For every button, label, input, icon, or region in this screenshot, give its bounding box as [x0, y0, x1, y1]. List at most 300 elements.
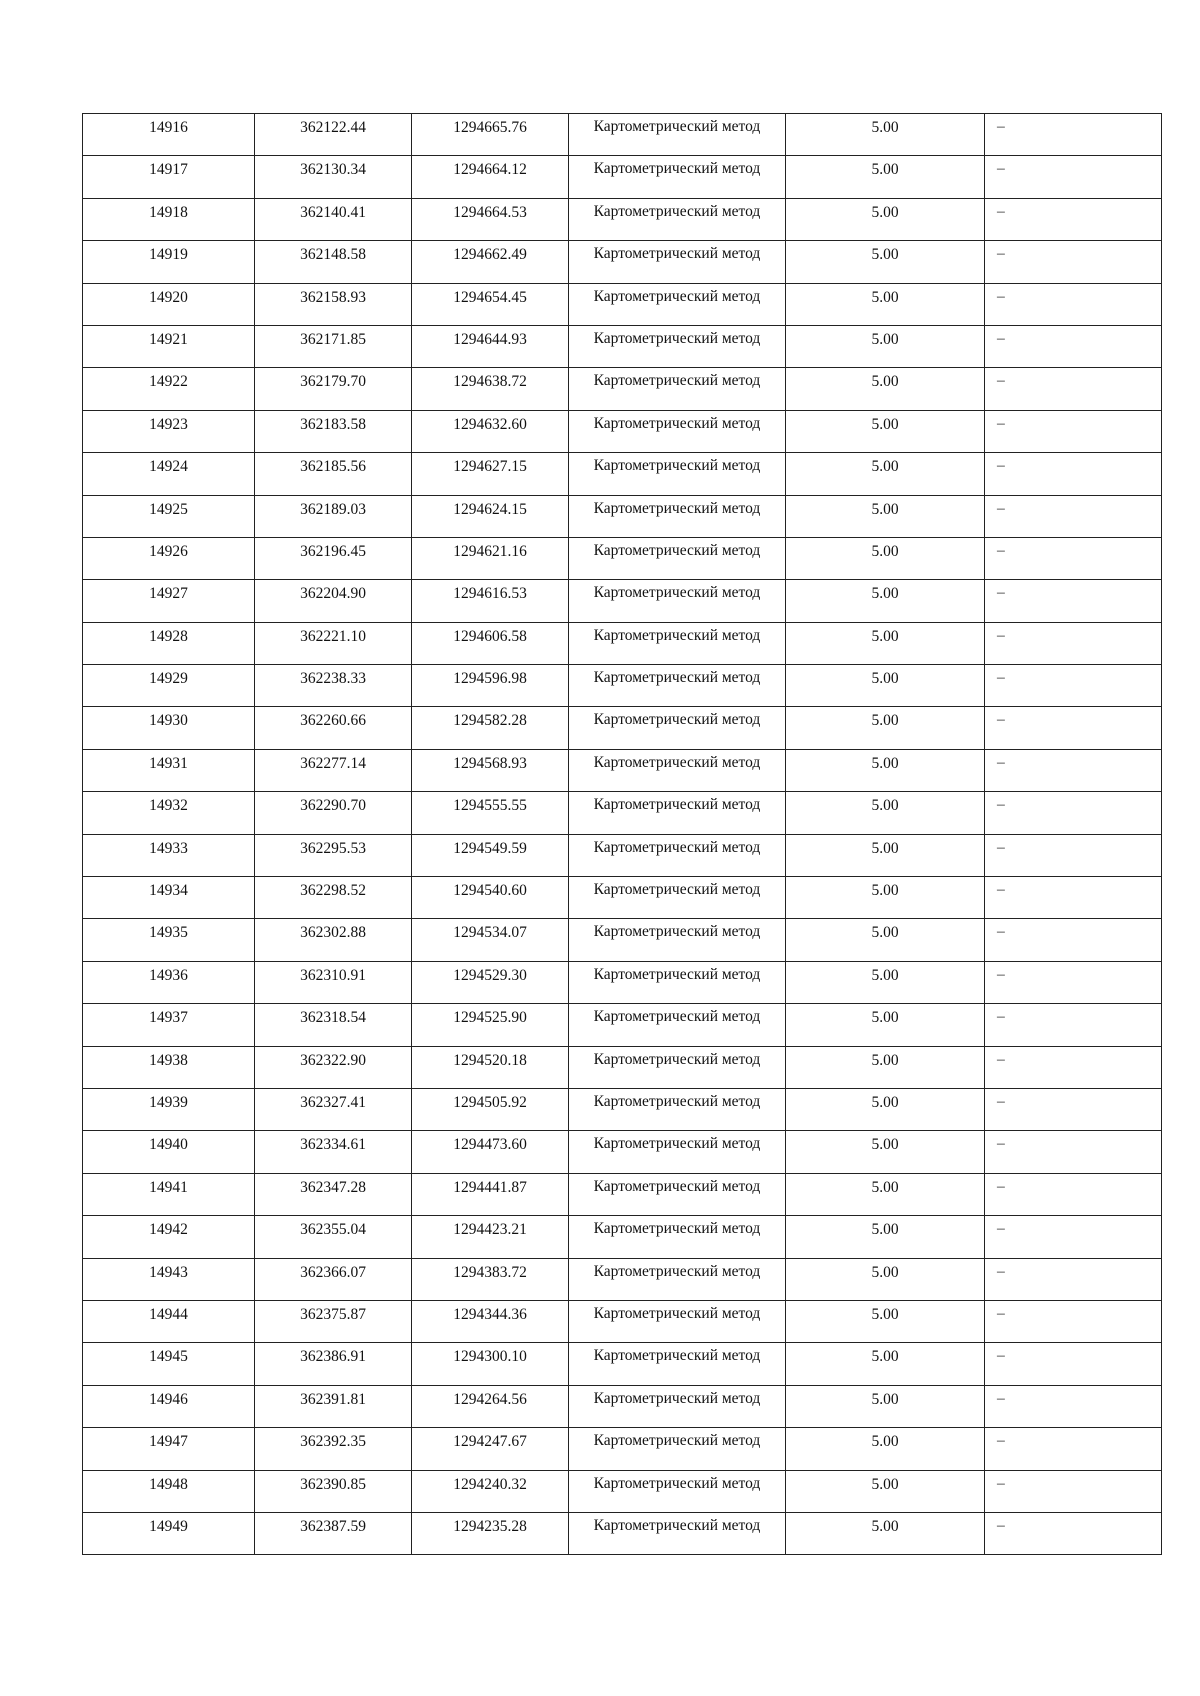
coordinates-table-body [83, 114, 1162, 1555]
point-number-cell [83, 1385, 255, 1427]
method-cell [569, 1512, 786, 1554]
table-row [83, 1258, 1162, 1300]
accuracy-text: 5.00 [871, 966, 899, 984]
note-cell [985, 156, 1162, 198]
point-number-text: 14934 [149, 882, 188, 900]
y-coordinate-text: 1294596.98 [453, 670, 527, 688]
y-coordinate-cell [412, 1470, 569, 1512]
point-number-cell [83, 1300, 255, 1342]
method-cell [569, 1216, 786, 1258]
accuracy-cell [786, 749, 985, 791]
x-coordinate-text: 362391.81 [300, 1390, 366, 1408]
accuracy-text: 5.00 [871, 1348, 899, 1366]
note-text: – [997, 1432, 1005, 1450]
table-row [83, 156, 1162, 198]
y-coordinate-text: 1294555.55 [453, 797, 527, 815]
y-coordinate-cell [412, 1046, 569, 1088]
y-coordinate-cell [412, 537, 569, 579]
y-coordinate-cell [412, 283, 569, 325]
accuracy-text: 5.00 [871, 1390, 899, 1408]
x-coordinate-text: 362140.41 [300, 203, 366, 221]
point-number-cell [83, 1428, 255, 1470]
method-text: Картометрический метод [593, 1177, 761, 1195]
y-coordinate-text: 1294654.45 [453, 288, 527, 306]
accuracy-text: 5.00 [871, 1051, 899, 1069]
note-cell [985, 114, 1162, 156]
y-coordinate-text: 1294529.30 [453, 966, 527, 984]
point-number-text: 14925 [149, 500, 188, 518]
accuracy-cell [786, 368, 985, 410]
method-cell [569, 1173, 786, 1215]
accuracy-text: 5.00 [871, 288, 899, 306]
point-number-text: 14938 [149, 1051, 188, 1069]
x-coordinate-cell [255, 1385, 412, 1427]
accuracy-cell [786, 241, 985, 283]
accuracy-cell [786, 1428, 985, 1470]
y-coordinate-cell [412, 792, 569, 834]
method-text: Картометрический метод [593, 160, 761, 178]
table-row [83, 537, 1162, 579]
accuracy-text: 5.00 [871, 415, 899, 433]
note-text: – [997, 1008, 1005, 1026]
x-coordinate-text: 362277.14 [300, 754, 366, 772]
y-coordinate-cell [412, 410, 569, 452]
y-coordinate-text: 1294582.28 [453, 712, 527, 730]
accuracy-cell [786, 1258, 985, 1300]
method-cell [569, 1088, 786, 1130]
table-row [83, 241, 1162, 283]
note-cell [985, 1004, 1162, 1046]
x-coordinate-cell [255, 537, 412, 579]
note-text: – [997, 245, 1005, 263]
table-row [83, 961, 1162, 1003]
y-coordinate-cell [412, 1216, 569, 1258]
point-number-text: 14917 [149, 161, 188, 179]
point-number-text: 14916 [149, 119, 188, 136]
point-number-text: 14932 [149, 797, 188, 815]
point-number-text: 14948 [149, 1475, 188, 1493]
table-row [83, 1088, 1162, 1130]
y-coordinate-text: 1294383.72 [453, 1263, 527, 1281]
method-cell [569, 707, 786, 749]
point-number-cell [83, 283, 255, 325]
x-coordinate-text: 362148.58 [300, 246, 366, 264]
method-text: Картометрический метод [593, 923, 761, 941]
table-row [83, 1004, 1162, 1046]
accuracy-cell [786, 1470, 985, 1512]
x-coordinate-cell [255, 453, 412, 495]
y-coordinate-text: 1294664.53 [453, 203, 527, 221]
note-cell [985, 1343, 1162, 1385]
y-coordinate-text: 1294616.53 [453, 585, 527, 603]
x-coordinate-text: 362204.90 [300, 585, 366, 603]
method-cell [569, 792, 786, 834]
table-row [83, 1131, 1162, 1173]
method-text: Картометрический метод [593, 118, 761, 135]
note-cell [985, 665, 1162, 707]
accuracy-text: 5.00 [871, 161, 899, 179]
note-text: – [997, 923, 1005, 941]
x-coordinate-text: 362302.88 [300, 924, 366, 942]
table-row [83, 1046, 1162, 1088]
accuracy-cell [786, 453, 985, 495]
note-text: – [997, 541, 1005, 559]
note-text: – [997, 711, 1005, 729]
point-number-text: 14946 [149, 1390, 188, 1408]
note-cell [985, 580, 1162, 622]
y-coordinate-text: 1294549.59 [453, 839, 527, 857]
method-text: Картометрический метод [593, 1008, 761, 1026]
method-text: Картометрический метод [593, 881, 761, 899]
accuracy-text: 5.00 [871, 627, 899, 645]
accuracy-text: 5.00 [871, 373, 899, 391]
method-text: Картометрический метод [593, 287, 761, 305]
y-coordinate-cell [412, 919, 569, 961]
y-coordinate-cell [412, 156, 569, 198]
y-coordinate-cell [412, 877, 569, 919]
note-cell [985, 749, 1162, 791]
method-text: Картометрический метод [593, 457, 761, 475]
method-cell [569, 1470, 786, 1512]
accuracy-cell [786, 1173, 985, 1215]
accuracy-cell [786, 877, 985, 919]
point-number-cell [83, 707, 255, 749]
method-text: Картометрический метод [593, 669, 761, 687]
table-row [83, 749, 1162, 791]
method-cell [569, 241, 786, 283]
point-number-cell [83, 325, 255, 367]
point-number-cell [83, 919, 255, 961]
note-text: – [997, 1177, 1005, 1195]
note-text: – [997, 1092, 1005, 1110]
method-text: Картометрический метод [593, 1050, 761, 1068]
accuracy-text: 5.00 [871, 670, 899, 688]
note-text: – [997, 202, 1005, 220]
point-number-text: 14949 [149, 1517, 188, 1535]
point-number-cell [83, 877, 255, 919]
method-text: Картометрический метод [593, 541, 761, 559]
table-row [83, 1428, 1162, 1470]
point-number-text: 14942 [149, 1221, 188, 1239]
note-cell [985, 410, 1162, 452]
method-text: Картометрический метод [593, 1347, 761, 1365]
y-coordinate-cell [412, 325, 569, 367]
x-coordinate-cell [255, 1258, 412, 1300]
method-cell [569, 749, 786, 791]
note-cell [985, 453, 1162, 495]
note-text: – [997, 1050, 1005, 1068]
note-cell [985, 877, 1162, 919]
accuracy-cell [786, 283, 985, 325]
note-text: – [997, 1516, 1005, 1534]
method-cell [569, 537, 786, 579]
y-coordinate-text: 1294632.60 [453, 415, 527, 433]
point-number-text: 14931 [149, 754, 188, 772]
y-coordinate-cell [412, 665, 569, 707]
method-text: Картометрический метод [593, 796, 761, 814]
accuracy-text: 5.00 [871, 1009, 899, 1027]
point-number-text: 14926 [149, 542, 188, 560]
accuracy-text: 5.00 [871, 1093, 899, 1111]
x-coordinate-cell [255, 1004, 412, 1046]
note-cell [985, 241, 1162, 283]
note-cell [985, 961, 1162, 1003]
note-cell [985, 1216, 1162, 1258]
point-number-text: 14918 [149, 203, 188, 221]
accuracy-text: 5.00 [871, 1136, 899, 1154]
note-cell [985, 1512, 1162, 1554]
x-coordinate-cell [255, 1470, 412, 1512]
coordinates-table [82, 113, 1162, 1555]
accuracy-cell [786, 410, 985, 452]
method-text: Картометрический метод [593, 711, 761, 729]
x-coordinate-text: 362196.45 [300, 542, 366, 560]
x-coordinate-cell [255, 1343, 412, 1385]
note-text: – [997, 1389, 1005, 1407]
x-coordinate-cell [255, 580, 412, 622]
x-coordinate-cell [255, 1131, 412, 1173]
point-number-text: 14937 [149, 1009, 188, 1027]
y-coordinate-cell [412, 1004, 569, 1046]
point-number-cell [83, 1088, 255, 1130]
accuracy-text: 5.00 [871, 1178, 899, 1196]
method-cell [569, 877, 786, 919]
accuracy-cell [786, 1131, 985, 1173]
accuracy-text: 5.00 [871, 797, 899, 815]
y-coordinate-text: 1294664.12 [453, 161, 527, 179]
y-coordinate-text: 1294300.10 [453, 1348, 527, 1366]
note-text: – [997, 626, 1005, 644]
y-coordinate-text: 1294638.72 [453, 373, 527, 391]
y-coordinate-cell [412, 1131, 569, 1173]
x-coordinate-cell [255, 325, 412, 367]
method-cell [569, 198, 786, 240]
table-row [83, 1512, 1162, 1554]
accuracy-text: 5.00 [871, 1263, 899, 1281]
note-cell [985, 1088, 1162, 1130]
x-coordinate-cell [255, 283, 412, 325]
table-row [83, 580, 1162, 622]
note-cell [985, 834, 1162, 876]
note-text: – [997, 1347, 1005, 1365]
accuracy-cell [786, 707, 985, 749]
method-cell [569, 283, 786, 325]
note-text: – [997, 1474, 1005, 1492]
y-coordinate-text: 1294505.92 [453, 1093, 527, 1111]
point-number-cell [83, 198, 255, 240]
method-text: Картометрический метод [593, 838, 761, 856]
point-number-cell [83, 1470, 255, 1512]
point-number-cell [83, 1512, 255, 1554]
note-text: – [997, 753, 1005, 771]
y-coordinate-cell [412, 834, 569, 876]
accuracy-text: 5.00 [871, 500, 899, 518]
method-cell [569, 325, 786, 367]
point-number-text: 14930 [149, 712, 188, 730]
method-text: Картометрический метод [593, 1262, 761, 1280]
point-number-text: 14923 [149, 415, 188, 433]
x-coordinate-text: 362392.35 [300, 1433, 366, 1451]
table-row [83, 622, 1162, 664]
note-cell [985, 325, 1162, 367]
note-cell [985, 919, 1162, 961]
x-coordinate-cell [255, 1300, 412, 1342]
accuracy-text: 5.00 [871, 924, 899, 942]
x-coordinate-text: 362179.70 [300, 373, 366, 391]
accuracy-cell [786, 1385, 985, 1427]
accuracy-cell [786, 919, 985, 961]
method-text: Картометрический метод [593, 1516, 761, 1534]
x-coordinate-text: 362260.66 [300, 712, 366, 730]
method-text: Картометрический метод [593, 245, 761, 263]
method-text: Картометрический метод [593, 1135, 761, 1153]
point-number-cell [83, 834, 255, 876]
point-number-text: 14921 [149, 330, 188, 348]
y-coordinate-cell [412, 1343, 569, 1385]
point-number-cell [83, 453, 255, 495]
y-coordinate-text: 1294665.76 [453, 119, 527, 136]
y-coordinate-text: 1294247.67 [453, 1433, 527, 1451]
point-number-cell [83, 1131, 255, 1173]
point-number-text: 14919 [149, 246, 188, 264]
method-text: Картометрический метод [593, 329, 761, 347]
accuracy-cell [786, 580, 985, 622]
y-coordinate-text: 1294568.93 [453, 754, 527, 772]
x-coordinate-cell [255, 198, 412, 240]
x-coordinate-text: 362390.85 [300, 1475, 366, 1493]
x-coordinate-cell [255, 495, 412, 537]
method-text: Картометрический метод [593, 1432, 761, 1450]
accuracy-text: 5.00 [871, 330, 899, 348]
note-cell [985, 1173, 1162, 1215]
table-row [83, 114, 1162, 156]
table-row [83, 495, 1162, 537]
note-text: – [997, 499, 1005, 517]
y-coordinate-cell [412, 114, 569, 156]
method-cell [569, 961, 786, 1003]
accuracy-cell [786, 961, 985, 1003]
note-text: – [997, 1262, 1005, 1280]
x-coordinate-cell [255, 114, 412, 156]
table-row [83, 410, 1162, 452]
point-number-text: 14928 [149, 627, 188, 645]
accuracy-text: 5.00 [871, 542, 899, 560]
method-text: Картометрический метод [593, 584, 761, 602]
method-text: Картометрический метод [593, 499, 761, 517]
note-text: – [997, 329, 1005, 347]
point-number-cell [83, 1258, 255, 1300]
note-cell [985, 1131, 1162, 1173]
accuracy-text: 5.00 [871, 119, 899, 136]
note-cell [985, 707, 1162, 749]
note-cell [985, 283, 1162, 325]
table-row [83, 198, 1162, 240]
table-row [83, 1470, 1162, 1512]
x-coordinate-text: 362347.28 [300, 1178, 366, 1196]
x-coordinate-cell [255, 156, 412, 198]
point-number-text: 14944 [149, 1305, 188, 1323]
y-coordinate-text: 1294606.58 [453, 627, 527, 645]
y-coordinate-cell [412, 1512, 569, 1554]
y-coordinate-text: 1294624.15 [453, 500, 527, 518]
accuracy-cell [786, 1300, 985, 1342]
note-cell [985, 1300, 1162, 1342]
note-cell [985, 1428, 1162, 1470]
note-cell [985, 1046, 1162, 1088]
x-coordinate-text: 362386.91 [300, 1348, 366, 1366]
y-coordinate-cell [412, 622, 569, 664]
point-number-cell [83, 114, 255, 156]
method-text: Картометрический метод [593, 965, 761, 983]
accuracy-text: 5.00 [871, 1305, 899, 1323]
method-cell [569, 410, 786, 452]
method-text: Картометрический метод [593, 372, 761, 390]
method-text: Картометрический метод [593, 202, 761, 220]
method-text: Картометрический метод [593, 1474, 761, 1492]
note-cell [985, 1258, 1162, 1300]
x-coordinate-text: 362189.03 [300, 500, 366, 518]
table-row [83, 877, 1162, 919]
accuracy-cell [786, 537, 985, 579]
table-row [83, 834, 1162, 876]
x-coordinate-cell [255, 410, 412, 452]
point-number-cell [83, 1216, 255, 1258]
point-number-text: 14935 [149, 924, 188, 942]
method-cell [569, 453, 786, 495]
x-coordinate-cell [255, 368, 412, 410]
point-number-text: 14924 [149, 458, 188, 476]
x-coordinate-text: 362122.44 [300, 119, 366, 136]
point-number-cell [83, 580, 255, 622]
point-number-cell [83, 622, 255, 664]
y-coordinate-cell [412, 453, 569, 495]
table-row [83, 792, 1162, 834]
x-coordinate-text: 362322.90 [300, 1051, 366, 1069]
accuracy-text: 5.00 [871, 712, 899, 730]
table-row [83, 1216, 1162, 1258]
accuracy-cell [786, 325, 985, 367]
method-text: Картометрический метод [593, 1092, 761, 1110]
accuracy-cell [786, 792, 985, 834]
method-cell [569, 1131, 786, 1173]
y-coordinate-text: 1294644.93 [453, 330, 527, 348]
method-cell [569, 1300, 786, 1342]
x-coordinate-cell [255, 792, 412, 834]
y-coordinate-text: 1294621.16 [453, 542, 527, 560]
point-number-text: 14943 [149, 1263, 188, 1281]
point-number-cell [83, 1343, 255, 1385]
point-number-cell [83, 241, 255, 283]
note-cell [985, 537, 1162, 579]
y-coordinate-cell [412, 1300, 569, 1342]
note-text: – [997, 1304, 1005, 1322]
note-cell [985, 1385, 1162, 1427]
x-coordinate-cell [255, 1173, 412, 1215]
method-cell [569, 1046, 786, 1088]
note-text: – [997, 881, 1005, 899]
x-coordinate-text: 362238.33 [300, 670, 366, 688]
note-text: – [997, 1135, 1005, 1153]
x-coordinate-cell [255, 877, 412, 919]
table-row [83, 707, 1162, 749]
x-coordinate-text: 362298.52 [300, 882, 366, 900]
point-number-cell [83, 495, 255, 537]
x-coordinate-cell [255, 1512, 412, 1554]
x-coordinate-text: 362183.58 [300, 415, 366, 433]
x-coordinate-cell [255, 241, 412, 283]
accuracy-cell [786, 1216, 985, 1258]
method-cell [569, 368, 786, 410]
